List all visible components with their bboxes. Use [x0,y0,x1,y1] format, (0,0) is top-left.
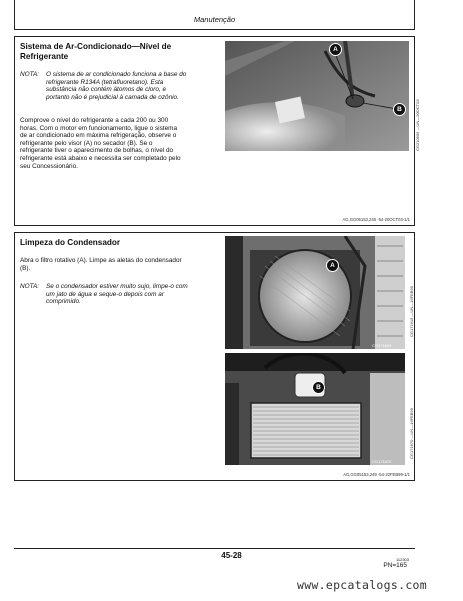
reference-code: AG,GG05153,249 -54-22FEB99-1/1 [343,472,410,477]
body-paragraph [20,257,225,272]
note-line: refrigerante R134A (tetrafluoretano). Esta [46,78,164,86]
photo-code: CG171615 —UN—16FEB99 [409,286,414,337]
photo-code: CG171670 —UN—16FEB99 [409,408,414,459]
note-label: NOTA: [20,71,40,78]
section-title: Limpeza do Condensador [20,238,121,247]
body-paragraph [20,117,225,170]
section-title-line2: Refrigerante [20,52,69,61]
footer-rule [14,548,415,549]
callout-b: B [312,381,325,394]
photo-id: CG171669 [372,343,392,348]
body-line: horas. Com o motor em funcionamento, ligue o sistema [20,124,177,132]
footer-small-code: 112303 [395,557,409,562]
section-ac-refrigerant [14,36,420,226]
photo-id: CG171670 [372,459,392,464]
watermark: www.epcatalogs.com [296,578,427,592]
section-title-line1: Sistema de Ar-Condicionado—Nível de [20,42,172,51]
photo-illustration [225,236,405,349]
body-line: Comprove o nível do refrigerante a cada 200 ou 300 [20,117,169,124]
callout-b: B [393,103,406,116]
note-line: um jato de água e seque-o depois com ar [46,290,164,298]
note-line: Se o condensador estiver muito sujo, limpe-o com [46,283,188,290]
body-line: de ar condicionado em máxima refrigeração, observe o [20,132,177,140]
note-line: substância não contém átomos de cloro, e [46,86,167,94]
callout-a: A [329,43,342,56]
note-label: NOTA: [20,283,40,290]
rotary-filter-photo [225,236,405,349]
page-pn: PN=165 [383,562,407,569]
note-line: O sistema de ar condicionado funciona a base do [46,71,187,78]
note-line: portanto não é prejudicial à camada de ozônio. [46,93,179,101]
page-number: 45-28 [221,551,242,560]
header-title: Manutenção [193,15,236,24]
note-text [46,283,226,306]
body-line: refrigerante pelo visor (A) no secador (B). Se o [20,139,153,147]
body-line: seu Concessionário. [20,162,78,170]
ac-sight-glass-photo [225,41,409,151]
page-header [14,0,415,30]
section-title [20,42,171,62]
section-condenser-cleaning [14,232,415,481]
body-line: refrigerante está abaixo e necessita ser completado pelo [20,154,181,162]
body-line: (B). [20,264,31,272]
note-line: comprimido. [46,298,81,306]
reference-code: AG,GG05153,248 -54-20OCT03-1/1 [342,217,410,222]
photo-code: CG210905 —UN—20OCT03 [415,99,420,151]
photo-illustration [225,353,405,465]
note-text [46,71,226,101]
photo-illustration [225,41,409,151]
body-line: Abra o filtro rotativo (A). Limpe as aletas do condensador [20,257,182,264]
condenser-photo [225,353,405,465]
body-line: refrigerante tiver o aparecimento de bolhas, o nível do [20,147,174,155]
callout-a: A [326,259,339,272]
